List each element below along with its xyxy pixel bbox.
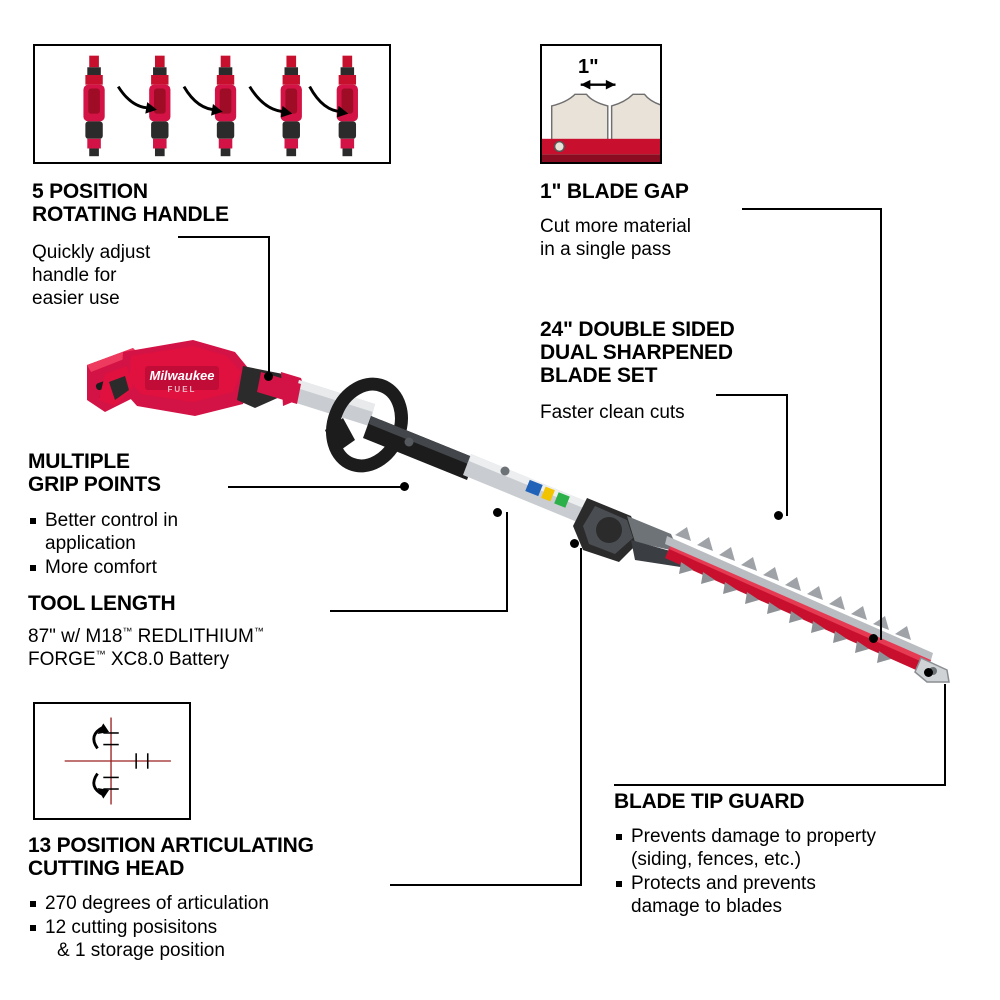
tool-length-forge: FORGE: [28, 649, 96, 670]
grip-points-bullet-1-line1: Better control in: [45, 510, 179, 531]
blade-set-title-line2: DUAL SHARPENED: [540, 341, 733, 364]
leader-dot-grip: [400, 482, 409, 491]
leader-articulating-h: [390, 884, 582, 886]
callout-articulating-cutting-head: [28, 834, 408, 963]
svg-text:FUEL: FUEL: [167, 385, 197, 394]
articulating-bullet-2-line1: 12 cutting posisitons: [45, 917, 218, 938]
callout-rotating-handle: [32, 180, 332, 310]
grip-points-bullet-1-line2: application: [45, 533, 136, 554]
leader-dot-blade-gap: [869, 634, 878, 643]
articulating-title-line1: 13 POSITION ARTICULATING: [28, 834, 314, 857]
articulating-bullet-1: 270 degrees of articulation: [28, 892, 408, 915]
svg-text:Milwaukee: Milwaukee: [149, 368, 215, 383]
callout-blade-tip-guard: [614, 784, 974, 919]
rotating-handle-body-line2: handle for: [32, 265, 117, 286]
leader-dot-blade-set: [774, 511, 783, 520]
trademark-symbol-3: ™: [95, 649, 106, 661]
tool-length-battery-2: XC8.0 Battery: [105, 649, 230, 670]
rotating-handle-inset: [33, 44, 391, 164]
leader-dot-articulating: [570, 539, 579, 548]
tip-guard-title: BLADE TIP GUARD: [614, 790, 805, 813]
blade-set-title-line3: BLADE SET: [540, 364, 658, 387]
leader-dot-rotating-handle: [264, 372, 273, 381]
trademark-symbol-1: ™: [122, 626, 133, 638]
callout-tool-length: [28, 592, 358, 671]
leader-tip-guard-v: [944, 684, 946, 786]
blade-gap-inset: [540, 44, 662, 164]
articulating-bullet-2: [28, 916, 408, 962]
leader-tool-length-v: [506, 512, 508, 612]
leader-blade-gap-v: [880, 208, 882, 640]
grip-points-title-line2: GRIP POINTS: [28, 473, 161, 496]
grip-points-bullet-2: More comfort: [28, 556, 318, 579]
tool-length-body-line1: [28, 625, 358, 648]
trademark-symbol-2: ™: [253, 626, 264, 638]
tool-length-title: TOOL LENGTH: [28, 592, 176, 615]
tool-length-battery-1: REDLITHIUM: [132, 626, 254, 647]
rotating-handle-title-line2: ROTATING HANDLE: [32, 203, 229, 226]
tip-guard-bullet-1-line2: (siding, fences, etc.): [631, 849, 802, 870]
tip-guard-bullet-2-line2: damage to blades: [631, 896, 783, 917]
tip-guard-bullet-2: [614, 872, 974, 918]
leader-dot-tip-guard: [924, 668, 933, 677]
rotating-handle-body-line1: Quickly adjust: [32, 242, 151, 263]
tool-length-value: 87" w/ M18: [28, 626, 123, 647]
articulating-title-line2: CUTTING HEAD: [28, 857, 185, 880]
blade-gap-body-line2: in a single pass: [540, 239, 671, 260]
grip-points-title-line1: MULTIPLE: [28, 450, 130, 473]
tip-guard-bullet-2-line1: Protects and prevents: [631, 873, 816, 894]
rotating-handle-body-line3: easier use: [32, 288, 120, 309]
blade-gap-dimension-label: 1": [578, 56, 599, 78]
callout-multiple-grip-points: [28, 450, 318, 580]
tip-guard-bullet-1: [614, 825, 974, 871]
leader-dot-tool-length: [493, 508, 502, 517]
leader-articulating-v: [580, 548, 582, 886]
blade-gap-body-line1: Cut more material: [540, 216, 691, 237]
tip-guard-bullet-1-line1: Prevents damage to property: [631, 826, 877, 847]
blade-set-title-line1: 24" DOUBLE SIDED: [540, 318, 735, 341]
blade-gap-title: 1" BLADE GAP: [540, 180, 689, 203]
callout-blade-gap: [540, 180, 840, 261]
blade-set-body-line1: Faster clean cuts: [540, 402, 685, 423]
callout-blade-set: [540, 318, 840, 424]
tool-length-body-line2: [28, 648, 358, 671]
rotating-handle-title-line1: 5 POSITION: [32, 180, 148, 203]
articulating-bullet-2-line2: & 1 storage position: [57, 940, 225, 961]
grip-points-bullet-1: [28, 509, 318, 555]
